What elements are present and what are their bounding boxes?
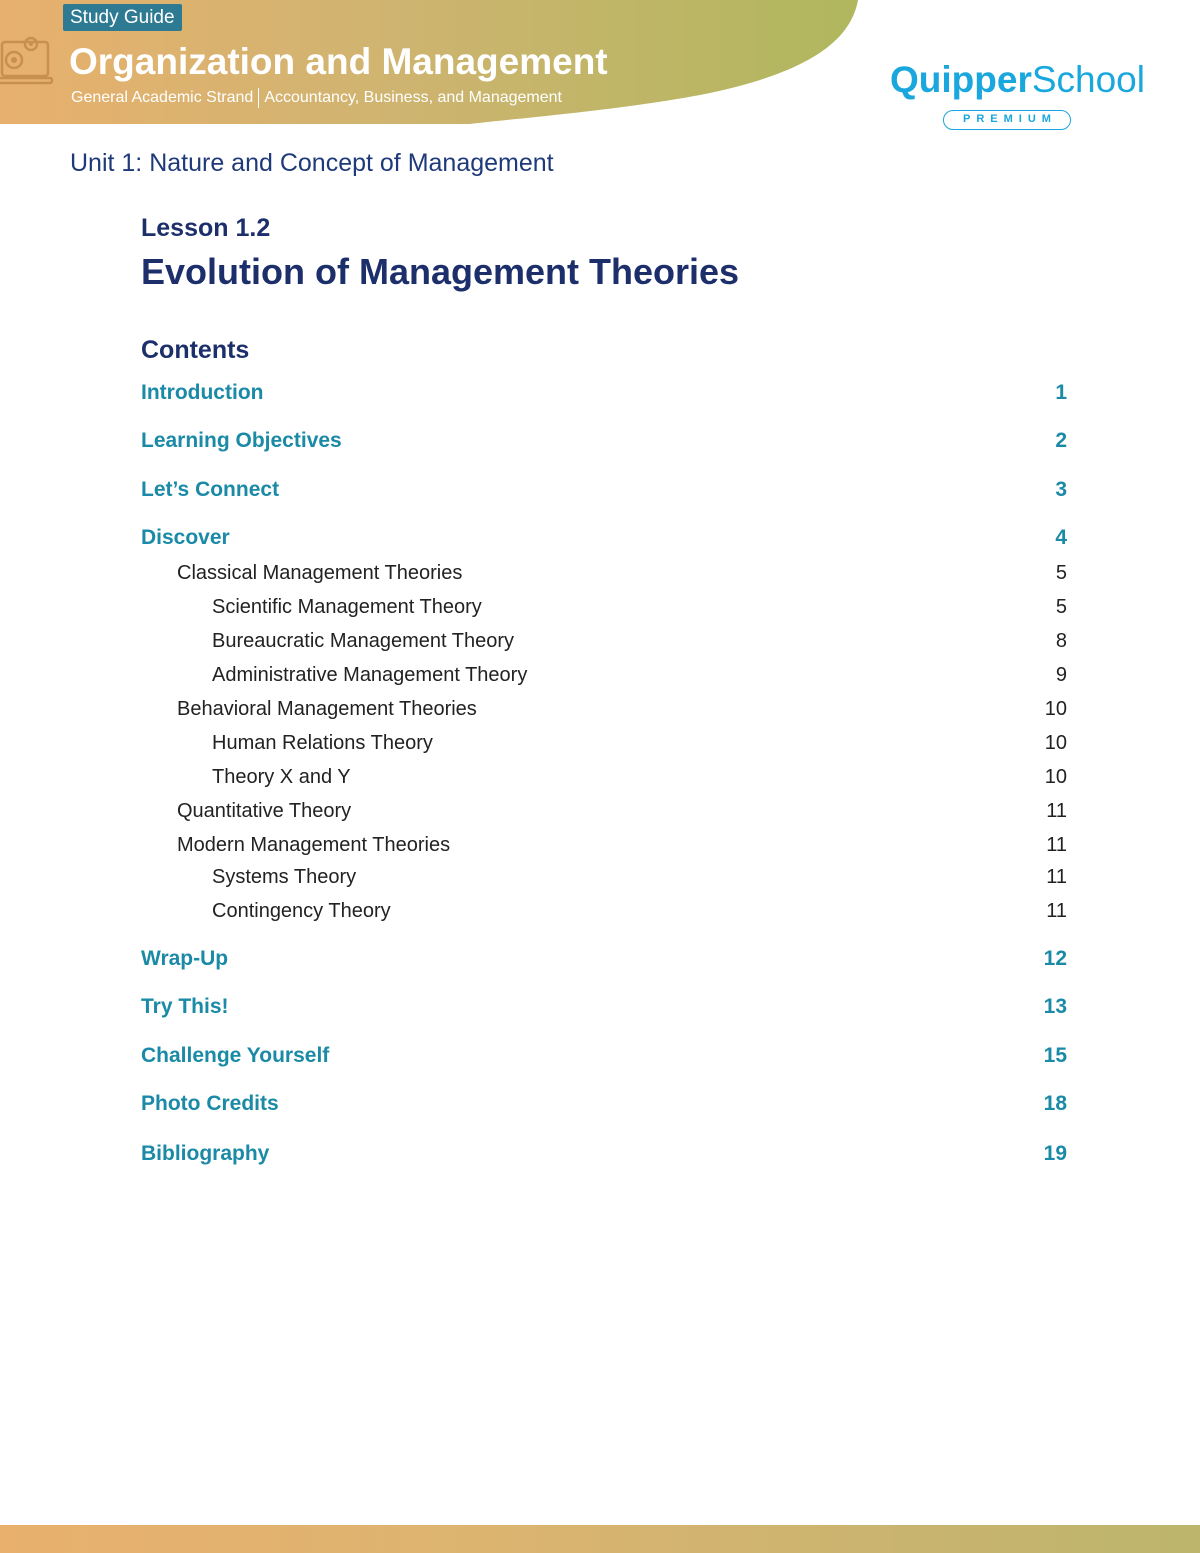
toc-entry-title: Wrap-Up xyxy=(141,947,229,970)
toc-entry-title: Scientific Management Theory xyxy=(212,595,482,618)
toc-entry-page: 10 xyxy=(1044,731,1067,754)
toc-entry-wrap-up[interactable] xyxy=(141,944,1067,974)
quipper-school-logo xyxy=(890,58,1145,138)
toc-entry-page: 15 xyxy=(1043,1044,1067,1067)
logo-brand-light: School xyxy=(1031,59,1145,100)
toc-entry-try-this[interactable] xyxy=(141,992,1067,1022)
toc-entry-page: 11 xyxy=(1046,833,1067,856)
toc-entry-page: 10 xyxy=(1044,697,1067,720)
lesson-label: Lesson 1.2 xyxy=(141,214,271,242)
subtitle-divider xyxy=(258,88,259,108)
toc-entry-title: Theory X and Y xyxy=(212,765,351,788)
toc-entry-scientific-management-theory[interactable] xyxy=(212,592,1067,622)
course-subtitle xyxy=(71,88,562,108)
track-label: Accountancy, Business, and Management xyxy=(264,89,562,106)
toc-entry-title: Administrative Management Theory xyxy=(212,663,528,686)
footer-band xyxy=(0,1525,1200,1553)
toc-entry-page: 2 xyxy=(1055,429,1067,452)
toc-entry-page: 18 xyxy=(1043,1092,1067,1115)
toc-entry-page: 11 xyxy=(1046,865,1067,888)
toc-entry-photo-credits[interactable] xyxy=(141,1089,1067,1119)
toc-entry-title: Bureaucratic Management Theory xyxy=(212,629,515,652)
toc-entry-human-relations-theory[interactable] xyxy=(212,728,1067,758)
toc-entry-page: 13 xyxy=(1043,995,1067,1018)
toc-entry-title: Behavioral Management Theories xyxy=(177,697,477,720)
toc-entry-challenge-yourself[interactable] xyxy=(141,1041,1067,1071)
toc-entry-page: 3 xyxy=(1055,478,1067,501)
toc-entry-page: 5 xyxy=(1055,595,1067,618)
toc-entry-systems-theory[interactable] xyxy=(212,862,1067,892)
toc-entry-title: Modern Management Theories xyxy=(177,833,451,856)
toc-entry-page: 10 xyxy=(1044,765,1067,788)
study-guide-badge: Study Guide xyxy=(63,4,182,31)
toc-entry-title: Learning Objectives xyxy=(141,429,342,452)
toc-entry-title: Discover xyxy=(141,526,230,549)
toc-entry-classical-management-theories[interactable] xyxy=(177,558,1067,588)
toc-entry-page: 9 xyxy=(1055,663,1067,686)
toc-entry-title: Let’s Connect xyxy=(141,478,280,501)
toc-entry-page: 5 xyxy=(1055,561,1067,584)
toc-entry-theory-x-and-y[interactable] xyxy=(212,762,1067,792)
contents-heading: Contents xyxy=(141,336,250,364)
toc-entry-title: Challenge Yourself xyxy=(141,1044,330,1067)
toc-entry-modern-management-theories[interactable] xyxy=(177,830,1067,860)
toc-entry-title: Introduction xyxy=(141,381,264,404)
premium-badge: PREMIUM xyxy=(943,110,1071,130)
toc-entry-title: Bibliography xyxy=(141,1142,270,1165)
logo-brand-bold: Quipper xyxy=(890,59,1032,100)
toc-entry-quantitative-theory[interactable] xyxy=(177,796,1067,826)
toc-entry-title: Quantitative Theory xyxy=(177,799,352,822)
toc-entry-title: Classical Management Theories xyxy=(177,561,463,584)
toc-entry-bibliography[interactable] xyxy=(141,1139,1067,1169)
toc-entry-title: Try This! xyxy=(141,995,229,1018)
toc-entry-page: 19 xyxy=(1043,1142,1067,1165)
toc-entry-discover[interactable] xyxy=(141,523,1067,553)
logo-wordmark xyxy=(890,58,1145,102)
toc-entry-bureaucratic-management-theory[interactable] xyxy=(212,626,1067,656)
gear-laptop-icon xyxy=(0,30,56,96)
toc-entry-lets-connect[interactable] xyxy=(141,475,1067,505)
toc-entry-page: 12 xyxy=(1043,947,1067,970)
unit-title: Unit 1: Nature and Concept of Management xyxy=(70,149,554,177)
toc-entry-title: Contingency Theory xyxy=(212,899,391,922)
lesson-title: Evolution of Management Theories xyxy=(141,251,740,292)
toc-entry-page: 4 xyxy=(1055,526,1067,549)
toc-entry-title: Systems Theory xyxy=(212,865,357,888)
course-title: Organization and Management xyxy=(69,41,608,82)
toc-entry-administrative-management-theory[interactable] xyxy=(212,660,1067,690)
strand-label: General Academic Strand xyxy=(71,89,254,106)
toc-entry-learning-objectives[interactable] xyxy=(141,426,1067,456)
toc-entry-introduction[interactable] xyxy=(141,378,1067,408)
toc-entry-page: 11 xyxy=(1046,899,1067,922)
toc-entry-title: Human Relations Theory xyxy=(212,731,433,754)
toc-entry-page: 11 xyxy=(1046,799,1067,822)
toc-entry-behavioral-management-theories[interactable] xyxy=(177,694,1067,724)
toc-entry-contingency-theory[interactable] xyxy=(212,896,1067,926)
toc-entry-page: 8 xyxy=(1055,629,1067,652)
toc-entry-title: Photo Credits xyxy=(141,1092,279,1115)
toc-entry-page: 1 xyxy=(1055,381,1067,404)
